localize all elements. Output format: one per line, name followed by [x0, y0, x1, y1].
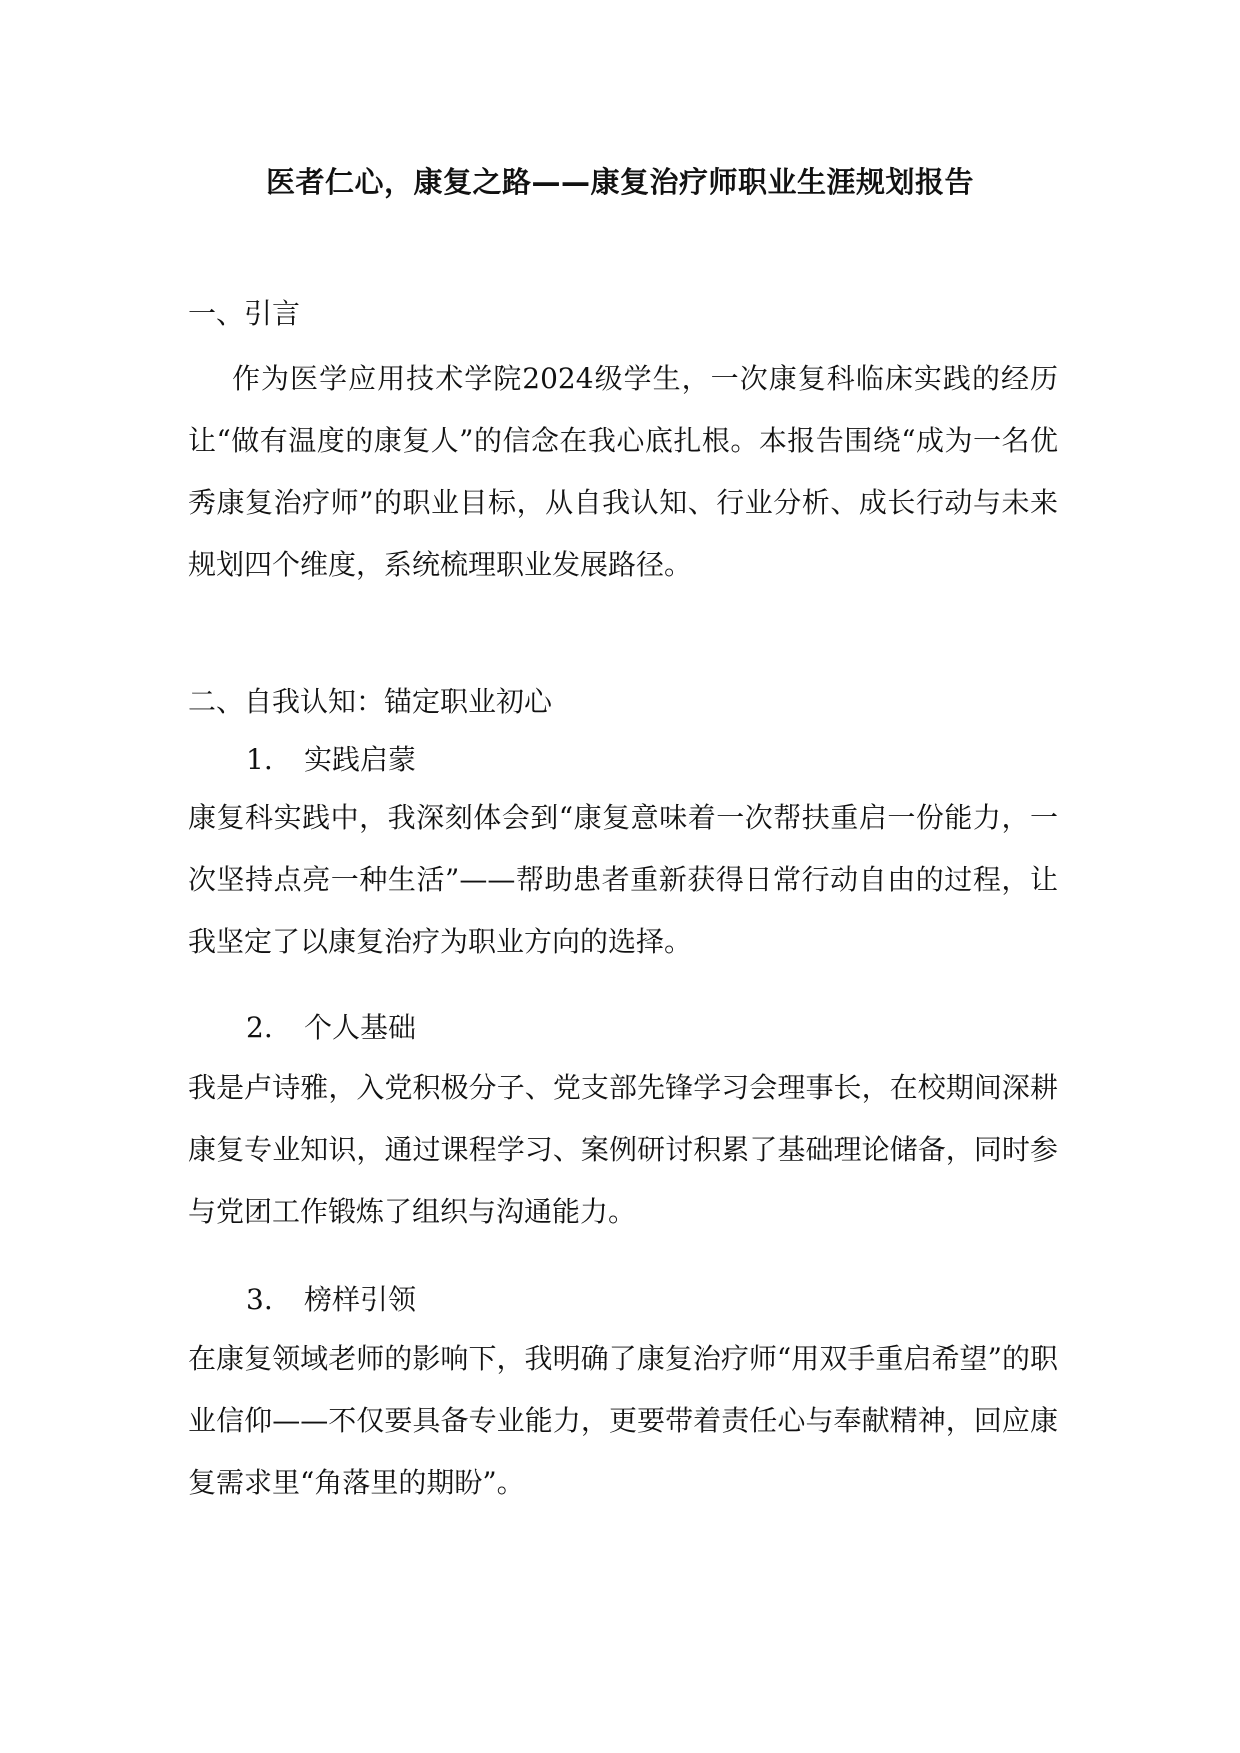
personal-foundation-paragraph: 我是卢诗雅，入党积极分子、党支部先锋学习会理事长，在校期间深耕康复专业知识，通过课程学习、案例研讨积累了基础理论储备，同时参与党团工作锻炼了组织与沟通能力。 — [188, 1071, 1058, 1228]
section-heading-introduction: 一、引言 — [188, 297, 301, 330]
item-label: 个人基础 — [304, 1011, 417, 1044]
practice-enlightenment-paragraph: 康复科实践中，我深刻体会到“康复意味着一次帮扶重启一份能力，一次坚持点亮一种生活”——帮助患者重新获得日常行动自由的过程，让我坚定了以康复治疗为职业方向的选择。 — [188, 801, 1058, 958]
role-model-paragraph: 在康复领域老师的影响下，我明确了康复治疗师“用双手重启希望”的职业信仰——不仅要具备专业能力，更要带着责任心与奉献精神，回应康复需求里“角落里的期盼”。 — [188, 1342, 1058, 1499]
introduction-paragraph: 作为医学应用技术学院2024级学生，一次康复科临床实践的经历让“做有温度的康复人”的信念在我心底扎根。本报告围绕“成为一名优秀康复治疗师”的职业目标，从自我认知、行业分析、成长行动与未来规划四个维度，系统梳理职业发展路径。 — [188, 362, 1058, 581]
section-heading-self-awareness: 二、自我认知：锚定职业初心 — [188, 685, 553, 718]
item-label: 榜样引领 — [304, 1283, 417, 1316]
item-number: 2. — [246, 1011, 273, 1044]
subheading-personal-foundation — [246, 1006, 416, 1050]
item-label: 实践启蒙 — [304, 743, 417, 776]
subheading-practice-enlightenment — [246, 738, 416, 782]
document-title: 医者仁心，康复之路——康复治疗师职业生涯规划报告 — [265, 165, 974, 199]
item-number: 3. — [246, 1283, 273, 1316]
item-number: 1. — [246, 743, 273, 776]
subheading-role-model — [246, 1278, 416, 1322]
